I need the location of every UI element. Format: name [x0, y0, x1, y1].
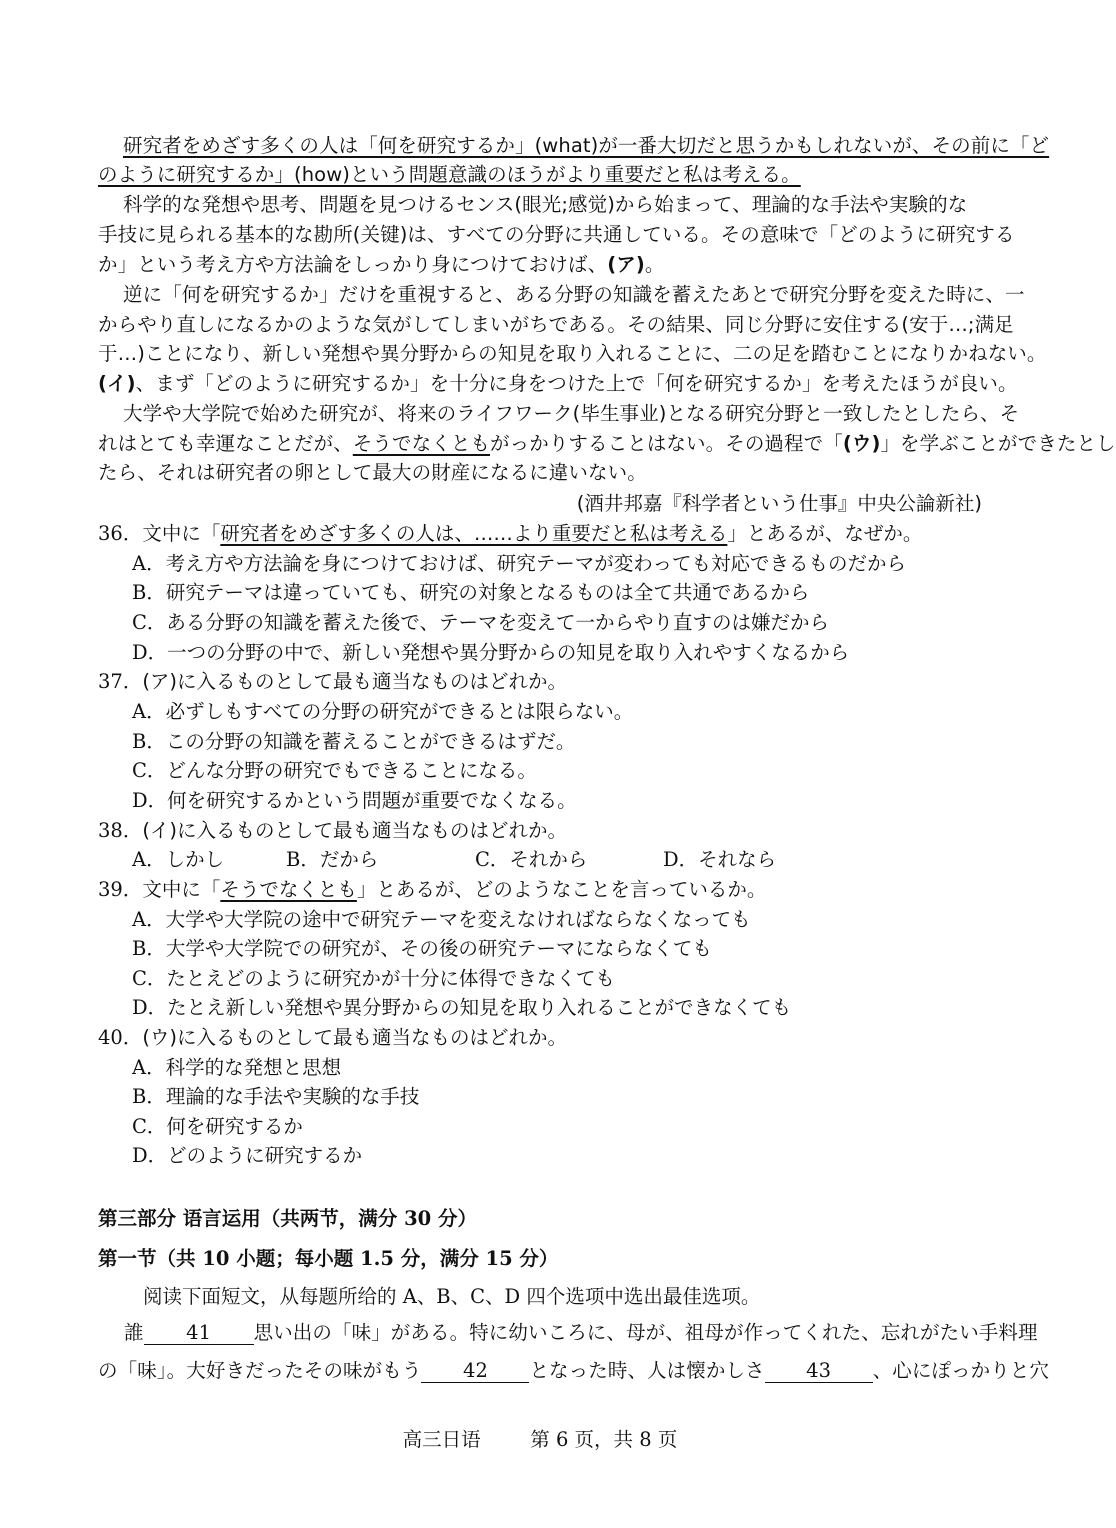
option-text: だから: [319, 848, 379, 871]
text-run: 、心にぽっかりと穴: [872, 1359, 1050, 1382]
passage-line: 手技に見られる基本的な勘所(关键)は、すべての分野に共通している。その意味で「どのように研究する: [98, 223, 1015, 246]
text-run: の「味」。大好きだったその味がもう: [98, 1359, 422, 1382]
blank-marker-a: (ア): [607, 253, 645, 276]
underlined-sentence: のように研究するか」(how)という問題意識のほうがより重要だと私は考える。: [98, 163, 801, 186]
question-number: 40．: [98, 1026, 143, 1049]
option-text: 一つの分野の中で、新しい発想や異分野からの知見を取り入れやすくなるから: [167, 641, 850, 664]
section-heading: 第三部分 语言运用（共两节，满分 30 分）: [98, 1207, 478, 1230]
text-run: か」という考え方や方法論をしっかり身につけておけば、: [98, 253, 608, 276]
blank-41[interactable]: 41: [144, 1322, 254, 1345]
question-stem: 」とあるが、どのようなことを言っているか。: [356, 878, 767, 901]
option-letter: C．: [132, 759, 167, 782]
option-letter: D．: [132, 1144, 168, 1167]
underlined-sentence: 研究者をめざす多くの人は「何を研究するか」(what)が一番大切だと思うかもしれないが、その前に「ど: [123, 134, 1050, 157]
option-letter: D．: [663, 848, 699, 871]
footer-page-number: 第 6 页，共 8 页: [530, 1428, 678, 1451]
option-38d[interactable]: [663, 844, 776, 872]
option-letter: A．: [132, 848, 166, 871]
option-39b[interactable]: [132, 933, 712, 961]
passage-line: 于…)ことになり、新しい発想や異分野からの知見を取り入れることに、二の足を踏むことになりかねない。: [98, 342, 1047, 365]
underlined-phrase: そうでなくとも: [352, 432, 491, 455]
passage-line: [98, 369, 1018, 399]
question-36: [98, 518, 922, 546]
option-text: ある分野の知識を蓄えた後で、テーマを変えて一からやり直すのは嫌だから: [166, 611, 830, 634]
option-text: 大学や大学院の途中で研究テーマを変えなければならなくなっても: [165, 908, 751, 931]
option-37c[interactable]: [132, 755, 537, 783]
text-run: がっかりすることはない。その過程で「: [490, 432, 843, 455]
option-letter: B．: [132, 581, 166, 604]
text-run: れはとても幸運なことだが、: [98, 432, 353, 455]
text-run: となった時、人は懐かしさ: [529, 1359, 765, 1382]
option-40b[interactable]: [132, 1081, 419, 1109]
option-text: 理論的な手法や実験的な手技: [165, 1085, 420, 1108]
passage-line: たら、それは研究者の卵として最大の財産になるに違いない。: [98, 461, 647, 484]
option-text: 考え方や方法論を身につけておけば、研究テーマが変わっても対応できるものだから: [165, 552, 907, 575]
question-stem: 」とあるが、なぜか。: [727, 522, 923, 545]
question-stem: (イ)に入るものとして最も適当なものはどれか。: [142, 819, 568, 842]
question-stem: (ア)に入るものとして最も適当なものはどれか。: [142, 670, 568, 693]
page-footer: [0, 1424, 1080, 1452]
option-letter: B．: [132, 1085, 166, 1108]
option-40c[interactable]: [132, 1111, 303, 1139]
blank-43[interactable]: 43: [765, 1360, 873, 1383]
option-37b[interactable]: [132, 726, 575, 754]
source-citation: (酒井邦嘉『科学者という仕事』中央公論新社): [576, 492, 982, 515]
section-subheading: 第一节（共 10 小题；每小题 1.5 分，满分 15 分）: [98, 1247, 559, 1270]
option-40d[interactable]: [132, 1140, 362, 1168]
option-36d[interactable]: [132, 637, 849, 665]
blank-marker-u: (ウ): [842, 432, 881, 455]
option-letter: B．: [132, 730, 166, 753]
passage-line: [98, 429, 1116, 459]
option-letter: C．: [132, 967, 167, 990]
option-letter: B．: [132, 937, 166, 960]
option-38a[interactable]: [132, 844, 224, 872]
option-37a[interactable]: [132, 696, 633, 724]
question-40: [98, 1022, 567, 1050]
option-38c[interactable]: [475, 844, 587, 872]
options-row-38: [132, 844, 892, 874]
question-stem: 文中に「: [142, 878, 221, 901]
option-39a[interactable]: [132, 904, 751, 932]
option-text: 何を研究するかという問題が重要でなくなる。: [167, 789, 577, 812]
option-text: それなら: [698, 848, 777, 871]
footer-subject: 高三日语: [402, 1428, 481, 1451]
option-letter: D．: [132, 789, 168, 812]
option-letter: C．: [132, 611, 167, 634]
text-run: 思い出の「味」がある。特に幼いころに、母が、祖母が作ってくれた、忘れがたい手料理: [253, 1321, 1038, 1344]
passage-line: 科学的な発想や思考、問題を見つけるセンス(眼光;感觉)から始まって、理論的な手法や実験的な: [123, 193, 968, 216]
blank-42[interactable]: 42: [421, 1360, 529, 1383]
text-run: 誰: [124, 1321, 144, 1344]
text-run: 」を学ぶことができたとし: [880, 432, 1116, 455]
question-stem: (ウ)に入るものとして最も適当なものはどれか。: [142, 1026, 568, 1049]
section-instruction: 阅读下面短文，从每题所给的 A、B、C、D 四个选项中选出最佳选项。: [143, 1285, 761, 1308]
passage-line: 大学や大学院で始めた研究が、将来のライフワーク(毕生事业)となる研究分野と一致したとしたら、そ: [123, 402, 1020, 425]
question-37: [98, 666, 567, 694]
option-text: 研究テーマは違っていても、研究の対象となるものは全て共通であるから: [165, 581, 810, 604]
passage-line: [98, 160, 978, 190]
option-text: たとえ新しい発想や異分野からの知見を取り入れることができなくても: [167, 996, 792, 1019]
option-36c[interactable]: [132, 607, 829, 635]
option-36b[interactable]: [132, 577, 809, 605]
option-40a[interactable]: [132, 1052, 341, 1080]
option-36a[interactable]: [132, 548, 906, 576]
option-letter: D．: [132, 996, 168, 1019]
option-text: この分野の知識を蓄えることができるはずだ。: [165, 730, 576, 753]
option-text: それから: [509, 848, 588, 871]
cloze-line: [98, 1356, 1050, 1386]
passage-line: からやり直しになるかのような気がしてしまいがちである。その結果、同じ分野に安住する(安于…;满足: [98, 313, 1014, 336]
text-run: 。: [644, 253, 665, 276]
option-text: 何を研究するか: [166, 1115, 303, 1138]
option-letter: C．: [132, 1115, 167, 1138]
passage-line: [98, 250, 978, 280]
question-quote: 研究者をめざす多くの人は、……より重要だと私は考える: [220, 522, 728, 545]
option-text: 大学や大学院での研究が、その後の研究テーマにならなくても: [165, 937, 712, 960]
option-text: どんな分野の研究でもできることになる。: [166, 759, 537, 782]
option-text: たとえどのように研究かが十分に体得できなくても: [166, 967, 615, 990]
question-38: [98, 815, 567, 843]
option-letter: B．: [286, 848, 320, 871]
option-text: どのように研究するか: [167, 1144, 363, 1167]
question-number: 38．: [98, 819, 143, 842]
option-39d[interactable]: [132, 992, 791, 1020]
blank-marker-i: (イ): [98, 372, 136, 395]
text-run: 、まず「どのように研究するか」を十分に身をつけた上で「何を研究するか」を考えたほうが良い。: [135, 372, 1018, 395]
cloze-line: [124, 1318, 1038, 1348]
option-38b[interactable]: [286, 844, 378, 872]
question-number: 37．: [98, 670, 143, 693]
option-text: 科学的な発想と思想: [165, 1056, 342, 1079]
question-quote: そうでなくとも: [220, 878, 357, 901]
question-number: 39．: [98, 878, 143, 901]
option-letter: A．: [132, 908, 166, 931]
option-letter: D．: [132, 641, 168, 664]
option-letter: A．: [132, 552, 166, 575]
option-letter: A．: [132, 700, 166, 723]
passage-line: 逆に「何を研究するか」だけを重視すると、ある分野の知識を蓄えたあとで研究分野を変えた時に、一: [123, 283, 1025, 306]
question-number: 36．: [98, 522, 143, 545]
option-text: しかし: [165, 848, 225, 871]
option-letter: C．: [475, 848, 510, 871]
option-letter: A．: [132, 1056, 166, 1079]
passage-line: [98, 131, 1050, 161]
option-39c[interactable]: [132, 963, 615, 991]
question-stem: 文中に「: [142, 522, 221, 545]
option-37d[interactable]: [132, 785, 577, 813]
option-text: 必ずしもすべての分野の研究ができるとは限らない。: [165, 700, 634, 723]
question-39: [98, 874, 766, 902]
